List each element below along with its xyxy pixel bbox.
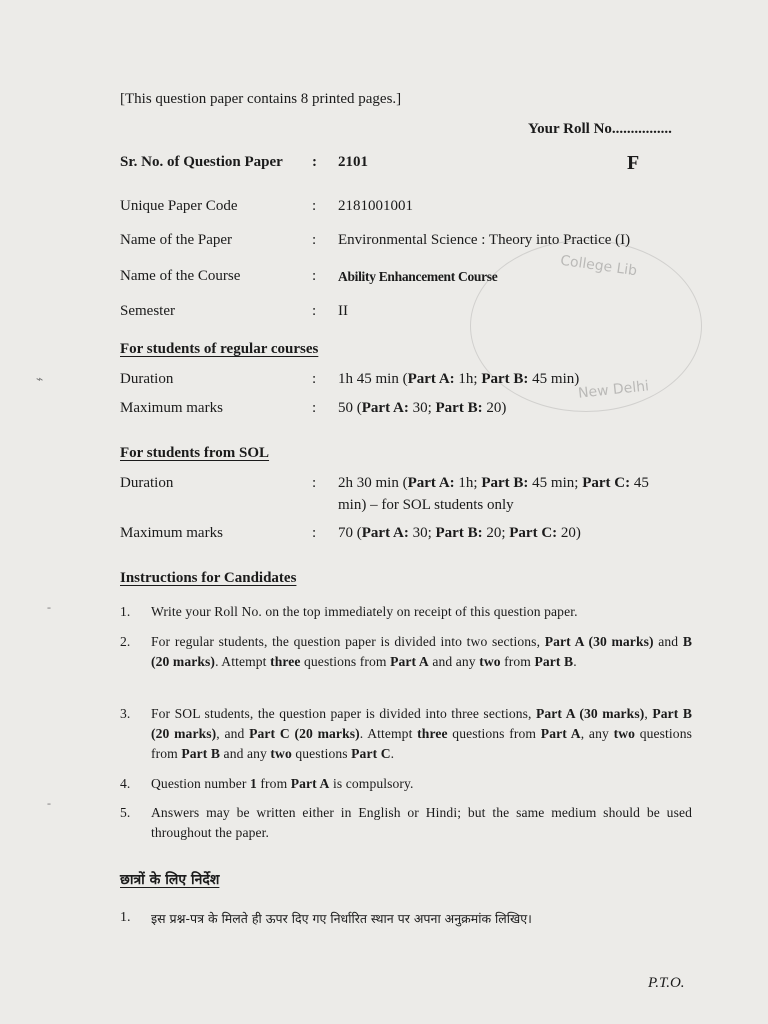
instruction-item	[120, 632, 692, 672]
instruction-number: 4.	[120, 776, 131, 791]
serial-number-colon: :	[312, 154, 317, 170]
paper-code-colon: :	[312, 198, 317, 214]
paper-name-value: Environmental Science : Theory into Practice (I)	[338, 232, 631, 248]
pages-note: [This question paper contains 8 printed pages.]	[120, 91, 402, 107]
scan-speck: -	[47, 796, 51, 810]
stamp-text-top: College Lib	[559, 252, 639, 280]
regular-marks-label: Maximum marks	[120, 400, 223, 416]
instruction-number: 5.	[120, 805, 131, 820]
instruction-item	[120, 803, 692, 843]
set-letter: F	[627, 152, 640, 174]
instruction-item	[120, 774, 692, 794]
instruction-number: 2.	[120, 634, 131, 649]
course-name-colon: :	[312, 268, 317, 284]
paper-name-label: Name of the Paper	[120, 232, 233, 248]
scan-speck: ⌁	[36, 372, 44, 386]
regular-duration-value: 1h 45 min (Part A: 1h; Part B: 45 min)	[338, 371, 580, 387]
scan-speck: -	[47, 600, 51, 614]
sol-duration-colon: :	[312, 475, 317, 491]
sol-marks-colon: :	[312, 525, 317, 541]
hindi-instructions-heading: छात्रों के लिए निर्देश	[120, 872, 220, 888]
regular-marks-colon: :	[312, 400, 317, 416]
instruction-text: For SOL students, the question paper is divided into three sections, Part A (30 marks), Part B (20 marks), and Part C (20 marks). Attempt three questions from Part A, any two questions from Part B and any two questions Part C.	[151, 706, 693, 761]
instructions-heading: Instructions for Candidates	[120, 570, 297, 586]
pto-marker: P.T.O.	[648, 975, 685, 991]
instruction-text: Question number 1 from Part A is compulsory.	[151, 776, 414, 791]
instruction-number: 1.	[120, 604, 131, 619]
semester-value: II	[338, 303, 348, 319]
course-name-label: Name of the Course	[120, 268, 241, 284]
roll-number-field: Your Roll No................	[528, 121, 672, 137]
semester-colon: :	[312, 303, 317, 319]
instruction-text: Answers may be written either in English or Hindi; but the same medium should be used throughout the paper.	[151, 805, 692, 840]
paper-code-label: Unique Paper Code	[120, 198, 238, 214]
paper-name-colon: :	[312, 232, 317, 248]
serial-number-value: 2101	[338, 154, 368, 170]
stamp-text-bottom: New Delhi	[577, 378, 650, 402]
instruction-text: For regular students, the question paper is divided into two sections, Part A (30 marks) and B (20 marks). Attempt three questions from Part A and any two from Part B.	[151, 634, 692, 669]
sol-heading: For students from SOL	[120, 445, 270, 461]
regular-duration-label: Duration	[120, 371, 174, 387]
hindi-instruction-text: इस प्रश्न-पत्र के मिलते ही ऊपर दिए गए निर्धारित स्थान पर अपना अनुक्रमांक लिखिए।	[151, 911, 532, 926]
serial-number-label: Sr. No. of Question Paper	[120, 154, 283, 170]
sol-marks-value: 70 (Part A: 30; Part B: 20; Part C: 20)	[338, 525, 581, 541]
semester-label: Semester	[120, 303, 175, 319]
paper-code-value: 2181001001	[338, 198, 413, 214]
hindi-instruction-number: 1.	[120, 910, 131, 925]
instruction-item	[120, 704, 692, 764]
instruction-number: 3.	[120, 706, 131, 721]
course-name-value: Ability Enhancement Course	[338, 269, 498, 284]
regular-marks-value: 50 (Part A: 30; Part B: 20)	[338, 400, 507, 416]
regular-duration-colon: :	[312, 371, 317, 387]
sol-duration-label: Duration	[120, 475, 174, 491]
instruction-item	[120, 602, 692, 622]
sol-duration-value-line2: min) – for SOL students only	[338, 497, 514, 513]
sol-marks-label: Maximum marks	[120, 525, 223, 541]
regular-courses-heading: For students of regular courses	[120, 341, 319, 357]
sol-duration-value: 2h 30 min (Part A: 1h; Part B: 45 min; Part C: 45	[338, 475, 649, 491]
instruction-text: Write your Roll No. on the top immediately on receipt of this question paper.	[151, 604, 578, 619]
